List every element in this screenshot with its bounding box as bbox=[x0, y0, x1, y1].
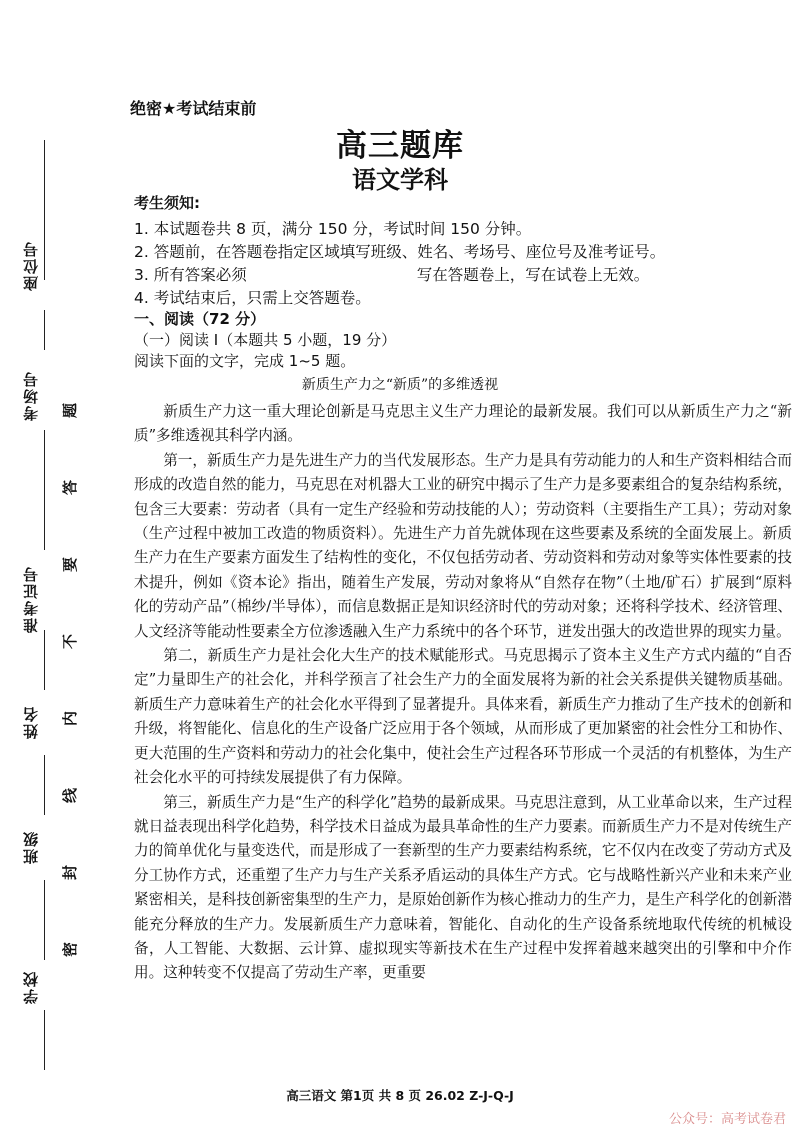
reading-instruction: 阅读下面的文字，完成 1~5 题。 bbox=[134, 352, 356, 370]
seal-char: 答 bbox=[61, 479, 80, 496]
page-footer: 高三语文 第1页 共 8 页 26.02 Z-J-Q-J bbox=[286, 1088, 514, 1103]
seal-char: 线 bbox=[61, 787, 80, 804]
watermark: 公众号：高考试卷君 bbox=[668, 1112, 786, 1127]
notice-item-3 bbox=[134, 263, 649, 285]
seal-char: 封 bbox=[61, 864, 80, 881]
seal-line-text bbox=[58, 400, 82, 960]
binding-field-school: 学校 bbox=[22, 970, 40, 1004]
notice-item-1: 1. 本试题卷共 8 页，满分 150 分，考试时间 150 分钟。 bbox=[134, 220, 532, 238]
subsection-heading: （一）阅读 I（本题共 5 小题，19 分） bbox=[134, 331, 397, 349]
seal-char: 题 bbox=[61, 402, 80, 419]
notice-item-4: 4. 考试结束后，只需上交答题卷。 bbox=[134, 289, 371, 307]
binding-field-name: 姓名 bbox=[22, 705, 40, 739]
binding-field-room: 考场号 bbox=[22, 370, 40, 421]
seal-char: 密 bbox=[61, 941, 80, 958]
seal-char: 要 bbox=[61, 556, 80, 573]
seal-char: 不 bbox=[61, 633, 80, 650]
notice-item-3-part-a: 3. 所有答案必须 bbox=[134, 266, 247, 284]
notice-item-2: 2. 答题前，在答题卷指定区域填写班级、姓名、考场号、座位号及准考证号。 bbox=[134, 243, 666, 261]
notice-item-3-part-b: 写在答题卷上，写在试卷上无效。 bbox=[416, 266, 650, 284]
page-title: 高三题库 bbox=[336, 128, 464, 164]
binding-field-class: 班级 bbox=[22, 830, 40, 864]
essay-paragraph: 第三，新质生产力是“生产的科学化”趋势的最新成果。马克思注意到，从工业革命以来，生产过程就日益表现出科学化趋势，科学技术日益成为最具革命性的生产力要素。而新质生产力不是对传统生产力的简单优化与量变迭代，而是形成了一套新型的生产力要素结构系统，它不仅内在改变了劳动方式及分工协作方式，还重塑了生产力与生产关系矛盾运动的具体生产方式。它与战略性新兴产业和未来产业紧密相关，是科技创新密集型的生产力，是原始创新作为核心推动力的生产力，是生产科学化的创新潜能充分释放的生产力。发展新质生产力意味着，智能化、自动化的生产设备系统地取代传统的机械设备，人工智能、大数据、云计算、虚拟现实等新技术在生产过程中发挥着越来越突出的引擎和中介作用。这种转变不仅提高了劳动生产率，更重要 bbox=[134, 793, 792, 982]
seal-char: 内 bbox=[61, 710, 80, 727]
subject-title: 语文学科 bbox=[352, 166, 448, 194]
essay-paragraph: 第二，新质生产力是社会化大生产的技术赋能形式。马克思揭示了资本主义生产方式内蕴的“自否定”力量即生产的社会化，并科学预言了社会生产力的全面发展将为新的社会关系提供关键物质基础。新质生产力意味着生产的社会化水平得到了显著提升。具体来看，新质生产力推动了生产技术的创新和升级，将智能化、信息化的生产设备广泛应用于各个领域，从而形成了更加紧密的社会性分工和协作、更大范围的生产资料和劳动力的社会化集中，使社会生产过程各环节形成一个灵活的有机整体，为生产社会化水平的可持续发展提供了有力保障。 bbox=[134, 647, 792, 787]
notice-heading: 考生须知: bbox=[134, 194, 200, 212]
binding-line bbox=[44, 430, 45, 550]
binding-field-seat: 座位号 bbox=[22, 240, 40, 291]
confidential-label: 绝密★考试结束前 bbox=[130, 99, 257, 118]
binding-line bbox=[44, 880, 45, 960]
binding-line bbox=[44, 310, 45, 350]
section-heading: 一、阅读（72 分） bbox=[134, 310, 266, 328]
essay-paragraph: 第一，新质生产力是先进生产力的当代发展形态。生产力是具有劳动能力的人和生产资料相结合而形成的改造自然的能力，马克思在对机器大工业的研究中揭示了生产力是多要素组合的复杂结构系统，包含三大要素：劳动者（具有一定生产经验和劳动技能的人）；劳动资料（主要指生产工具）；劳动对象（生产过程中被加工改造的物质资料）。先进生产力首先就体现在这些要素及系统的全面发展上。新质生产力在生产要素方面发生了结构性的变化，不仅包括劳动者、劳动资料和劳动对象等实体性要素的技术提升，例如《资本论》指出，随着生产发展，劳动对象将从“自然存在物”（土地/矿石）扩展到“原料化的劳动产品”（棉纱/半导体），而信息数据正是知识经济时代的劳动对象；还将科学技术、经济管理、人文经济等能动性要素全方位渗透融入生产力系统中的各个环节，迸发出强大的改造世界的现实力量。 bbox=[134, 451, 792, 640]
binding-line bbox=[44, 630, 45, 690]
binding-line bbox=[44, 1010, 45, 1070]
essay-body bbox=[134, 400, 792, 986]
essay-paragraph: 新质生产力这一重大理论创新是马克思主义生产力理论的最新发展。我们可以从新质生产力之“新质”多维透视其科学内涵。 bbox=[134, 403, 792, 445]
binding-field-exam-number: 准考证号 bbox=[22, 565, 40, 633]
essay-title: 新质生产力之“新质”的多维透视 bbox=[301, 377, 499, 393]
binding-line bbox=[44, 755, 45, 815]
